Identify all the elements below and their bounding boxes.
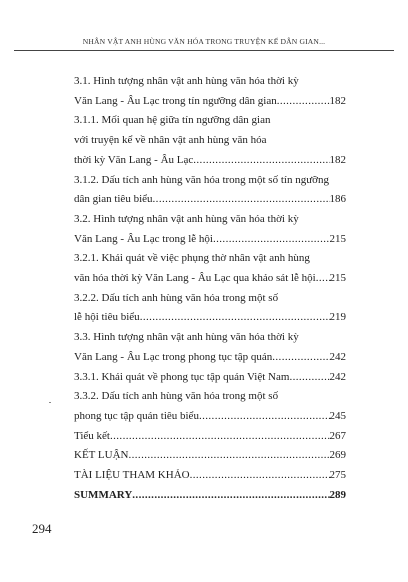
toc-line — [74, 210, 346, 230]
toc-entry — [74, 466, 346, 486]
toc-entry-text: KẾT LUẬN — [74, 449, 129, 462]
toc-entry-text: 3.2.2. Dấu tích anh hùng văn hóa trong một số — [74, 291, 279, 304]
toc-entry — [74, 249, 346, 288]
toc-page-number: 186 — [329, 193, 346, 206]
toc-entry-text: văn hóa thời kỳ Văn Lang - Âu Lạc qua khảo sát lễ hội — [74, 272, 316, 285]
toc-entry-text: SUMMARY — [74, 488, 133, 501]
dot-leader — [289, 368, 329, 388]
toc-entry-text: Văn Lang - Âu Lạc trong phong tục tập quán — [74, 350, 273, 363]
table-of-contents — [74, 72, 346, 505]
toc-page-number: 275 — [329, 469, 346, 482]
toc-page-number: 245 — [329, 409, 346, 422]
toc-entry — [74, 427, 346, 447]
toc-line — [74, 230, 346, 250]
toc-entry — [74, 446, 346, 466]
toc-line — [74, 92, 346, 112]
toc-entry-text: Văn Lang - Âu Lạc trong tín ngưỡng dân gian — [74, 94, 277, 107]
toc-entry-text: Văn Lang - Âu Lạc trong lễ hội — [74, 232, 213, 245]
dot-leader — [110, 427, 330, 447]
running-header: NHÂN VẬT ANH HÙNG VĂN HÓA TRONG TRUYỆN KỂ DÂN GIAN... — [82, 37, 326, 46]
toc-line — [74, 111, 346, 131]
toc-entry — [74, 328, 346, 367]
dot-leader — [193, 151, 329, 171]
toc-entry-text: 3.3.2. Dấu tích anh hùng văn hóa trong một số — [74, 390, 279, 403]
toc-line — [74, 407, 346, 427]
toc-line — [74, 308, 346, 328]
dot-leader — [316, 269, 330, 289]
toc-entry-text: 3.2.1. Khái quát về việc phụng thờ nhân vật anh hùng — [74, 252, 310, 265]
header-rule — [14, 50, 394, 51]
toc-entry — [74, 171, 346, 210]
toc-line — [74, 190, 346, 210]
dot-leader — [140, 308, 330, 328]
dot-leader — [213, 230, 330, 250]
toc-entry-text: 3.3.1. Khái quát về phong tục tập quán Việt Nam — [74, 370, 290, 383]
dot-leader — [128, 446, 329, 466]
toc-entry-text: 3.3. Hình tượng nhân vật anh hùng văn hóa thời kỳ — [74, 331, 299, 344]
toc-entry-text: phong tục tập quán tiêu biểu — [74, 409, 199, 422]
toc-line — [74, 427, 346, 447]
toc-line — [74, 466, 346, 486]
dot-leader — [132, 486, 329, 506]
toc-entry-text: lễ hội tiêu biểu — [74, 311, 140, 324]
toc-page-number: 269 — [329, 449, 346, 462]
toc-entry-text: với truyện kể về nhân vật anh hùng văn hóa — [74, 134, 267, 147]
dot-leader — [277, 92, 330, 112]
toc-entry-text: 3.1.1. Mối quan hệ giữa tín ngưỡng dân gian — [74, 114, 271, 127]
toc-line — [74, 446, 346, 466]
dot-leader — [153, 190, 330, 210]
toc-entry — [74, 486, 346, 506]
toc-line — [74, 387, 346, 407]
toc-entry-text: TÀI LIỆU THAM KHẢO — [74, 469, 190, 482]
dot-leader — [272, 348, 329, 368]
toc-entry — [74, 111, 346, 170]
toc-line — [74, 131, 346, 151]
toc-page-number: 267 — [329, 429, 346, 442]
dot-leader — [199, 407, 330, 427]
toc-entry-text: 3.1.2. Dấu tích anh hùng văn hóa trong một số tín ngưỡng — [74, 173, 329, 186]
toc-line — [74, 151, 346, 171]
toc-entry-text: 3.2. Hình tượng nhân vật anh hùng văn hóa thời kỳ — [74, 212, 299, 225]
toc-entry-text: thời kỳ Văn Lang - Âu Lạc — [74, 153, 194, 166]
toc-page-number: 215 — [329, 272, 346, 285]
toc-entry — [74, 210, 346, 249]
toc-entry-text: Tiểu kết — [74, 429, 110, 442]
toc-entry-text: 3.1. Hình tượng nhân vật anh hùng văn hóa thời kỳ — [74, 75, 299, 87]
toc-entry — [74, 387, 346, 426]
toc-page-number: 182 — [329, 94, 346, 107]
toc-entry — [74, 289, 346, 328]
toc-page-number: 289 — [329, 488, 346, 501]
toc-line — [74, 269, 346, 289]
toc-page-number: 182 — [329, 153, 346, 166]
toc-line — [74, 328, 346, 348]
dot-leader — [190, 466, 330, 486]
toc-line — [74, 348, 346, 368]
toc-page-number: 242 — [329, 370, 346, 383]
toc-entry — [74, 72, 346, 111]
toc-page-number: 215 — [329, 232, 346, 245]
toc-page-number: 242 — [329, 350, 346, 363]
toc-entry — [74, 368, 346, 388]
toc-line — [74, 249, 346, 269]
toc-line — [74, 486, 346, 506]
toc-line — [74, 289, 346, 309]
toc-line — [74, 368, 346, 388]
stray-mark — [49, 402, 51, 403]
toc-page-number: 219 — [329, 311, 346, 324]
toc-line — [74, 72, 346, 92]
toc-entry-text: dân gian tiêu biểu — [74, 193, 153, 206]
page-number: 294 — [32, 521, 52, 536]
toc-line — [74, 171, 346, 191]
